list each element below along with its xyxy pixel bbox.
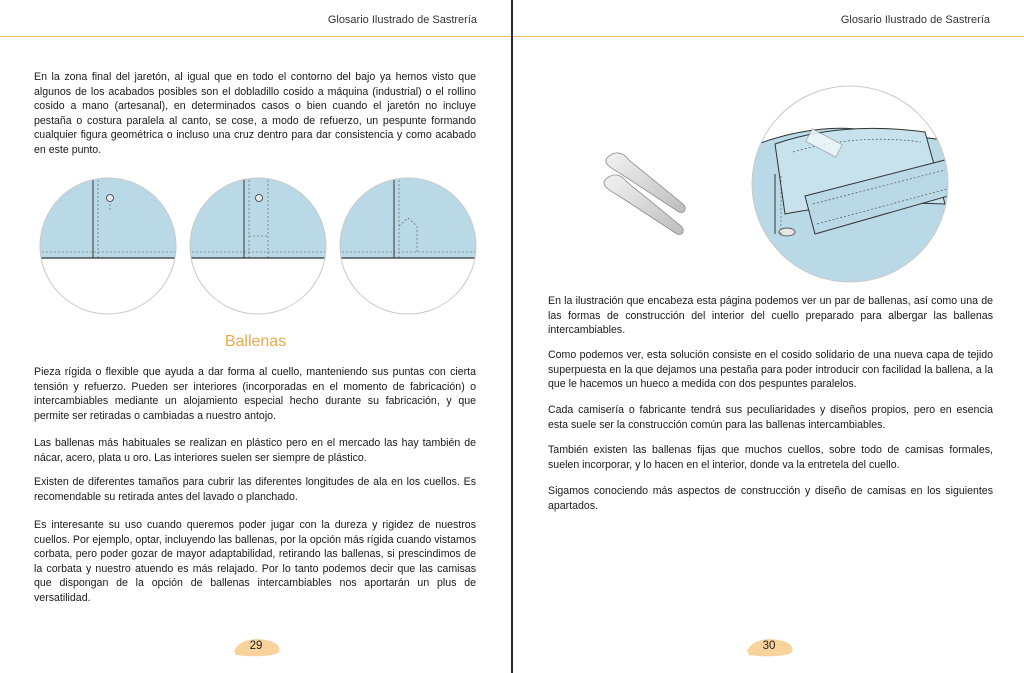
- intro-paragraph: En la zona final del jaretón, al igual que en todo el contorno del bajo ya hemos visto que algunos de los acabados posibles son el dobladillo cosido a máquina (industrial) o el rollino cosido a mano (artesanal), en determinados casos o bien cuando el jaretón no incluye pestaña o costura paralela al canto, se cose, a modo de refuerzo, un pespunte formando cualquier figura geométrica o incluso una cruz dentro para dar consistencia y como acabado en este punto.: [34, 71, 476, 156]
- running-head: Glosario Ilustrado de Sastrería: [840, 14, 990, 26]
- page-number: 29: [249, 640, 263, 652]
- paragraph-1: Pieza rígida o flexible que ayuda a dar forma al cuello, manteniendo sus puntas con cierta tensión y refuerzo. Pueden ser interiores (incorporadas en el momento de fabricación) o intercambiables mediante un alojamiento especial hecho durante su fabricación, y que permite ser retiradas o cambiadas a nuestro antojo.: [34, 366, 476, 422]
- paragraph-5: Sigamos conociendo más aspectos de construcción y diseño de camisas en los siguientes apartados.: [548, 485, 993, 512]
- header-rule: [0, 36, 511, 37]
- left-page: [0, 0, 511, 673]
- page-number-badge: [226, 635, 286, 659]
- header-rule: [513, 36, 1024, 37]
- page-number-badge: [739, 635, 799, 659]
- section-title-ballenas: Ballenas: [224, 333, 287, 350]
- paragraph-1: En la ilustración que encabeza esta página podemos ver un par de ballenas, así como una de las formas de construcción del interior del cuello preparado para albergar las ballenas intercambiables.: [548, 295, 993, 337]
- collar-stays-illustration: [601, 140, 711, 250]
- paragraph-2: Como podemos ver, esta solución consiste en el cosido solidario de una nueva capa de tejido superpuesta en la que dejamos una pestaña para poder introducir con facilidad la ballena, a la que le hacemos un hueco a medida con dos pespuntes paralelos.: [548, 349, 993, 391]
- running-head: Glosario Ilustrado de Sastrería: [327, 14, 477, 26]
- paragraph-3: Existen de diferentes tamaños para cubrir las diferentes longitudes de ala en los cuellos. Es recomendable su retirada antes del lavado o planchado.: [34, 476, 476, 503]
- collar-construction-illustration: [745, 84, 955, 284]
- hem-circle-3: [338, 176, 478, 316]
- right-page: [513, 0, 1024, 673]
- paragraph-4: Es interesante su uso cuando queremos poder jugar con la dureza y rigidez de nuestros cuellos. Por ejemplo, optar, incluyendo las ballenas, por la opción más rígida cuando vistamos corbata, pero poder gozar de mayor adaptabilidad, retirando las ballenas, si prescindimos de la corbata y nuestro atuendo es más relajado. Por lo tanto podemos decir que las camisas que dispongan de la opción de ballenas intercambiables nos aportarán un plus de versatilidad.: [34, 519, 476, 604]
- paragraph-4: También existen las ballenas fijas que muchos cuellos, sobre todo de camisas formales, suelen incorporar, y lo hacen en el interior, donde va la entretela del cuello.: [548, 444, 993, 471]
- paragraph-3: Cada camisería o fabricante tendrá sus peculiaridades y diseños propios, pero en esencia esta suele ser la construcción común para las ballenas intercambiables.: [548, 404, 993, 431]
- paragraph-2: Las ballenas más habituales se realizan en plástico pero en el mercado las hay también de nácar, acero, plata u oro. Las interiores suelen ser siempre de plástico.: [34, 437, 476, 464]
- page-number: 30: [762, 640, 776, 652]
- hem-detail-illustration: [38, 176, 478, 316]
